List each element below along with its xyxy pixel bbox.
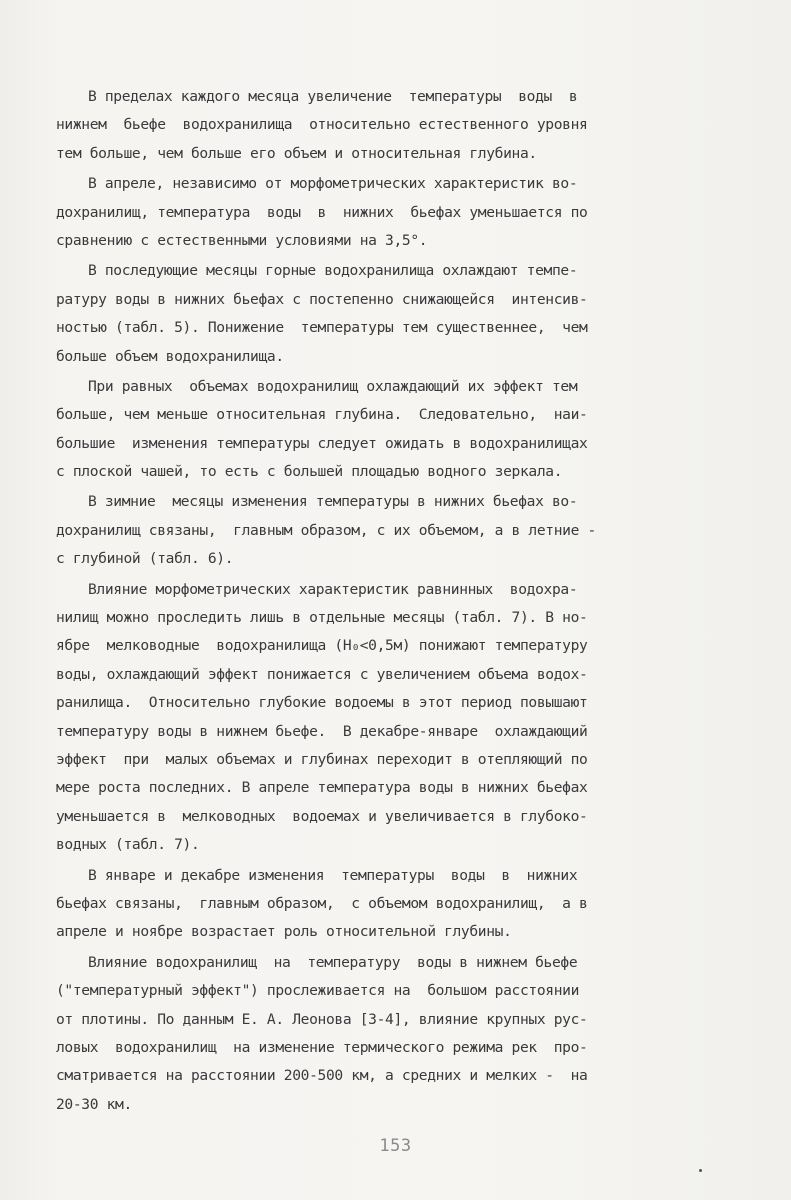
body-text: [56, 83, 744, 1121]
text-line: водных (табл. 7).: [56, 836, 200, 854]
text-line: При равных объемах водохранилищ охлаждающий их эффект тем: [88, 377, 578, 395]
text-line: эффект при малых объемах и глубинах переходит в отепляющий по: [56, 750, 588, 768]
text-line: сравнению с естественными условиями на 3,5°.: [56, 231, 428, 249]
paragraph: [56, 488, 744, 573]
text-line: с плоской чашей, то есть с большей площадью водного зеркала.: [56, 463, 563, 481]
text-line: нилищ можно проследить лишь в отдельные месяцы (табл. 7). В но-: [56, 609, 588, 627]
text-line: В зимние месяцы изменения температуры в нижних бьефах во-: [88, 493, 578, 511]
text-line: уменьшается в мелководных водоемах и увеличивается в глубоко-: [56, 807, 588, 825]
paragraph: [56, 576, 744, 860]
text-line: мере роста последних. В апреле температура воды в нижних бьефах: [56, 779, 588, 797]
text-line: с глубиной (табл. 6).: [56, 550, 234, 568]
text-line: апреле и ноябре возрастает роль относительной глубины.: [56, 923, 512, 941]
text-line: Влияние морфометрических характеристик равнинных водохра-: [88, 580, 578, 598]
paragraph: [56, 373, 744, 487]
text-line: от плотины. По данным Е. А. Леонова [3-4], влияние крупных рус-: [56, 1010, 588, 1028]
text-line: большие изменения температуры следует ожидать в водохранилищах: [56, 434, 588, 452]
text-line: Влияние водохранилищ на температуру воды в нижнем бьефе: [88, 953, 578, 971]
text-line: ("температурный эффект") прослеживается на большом расстоянии: [56, 982, 580, 1000]
text-line: нижнем бьефе водохранилища относительно естественного уровня: [56, 116, 588, 134]
paragraph: [56, 83, 744, 168]
text-line: бьефах связаны, главным образом, с объемом водохранилищ, а в: [56, 894, 588, 912]
text-line: В пределах каждого месяца увеличение температуры воды в: [88, 88, 578, 105]
text-line: воды, охлаждающий эффект понижается с увеличением объема водох-: [56, 665, 588, 683]
text-line: температуру воды в нижнем бьефе. В декабре-январе охлаждающий: [56, 722, 588, 740]
paragraph: [56, 170, 744, 255]
scan-speck: [699, 1169, 702, 1172]
text-line: дохранилищ связаны, главным образом, с их объемом, а в летние -: [56, 521, 596, 539]
text-line: больше, чем меньше относительная глубина. Следовательно, наи-: [56, 406, 588, 424]
text-line: тем больше, чем больше его объем и относительная глубина.: [56, 144, 537, 162]
text-line: сматривается на расстоянии 200-500 км, а средних и мелких - на: [56, 1067, 588, 1085]
paragraph: [56, 257, 744, 371]
text-line: дохранилищ, температура воды в нижних бьефах уменьшается по: [56, 203, 588, 221]
text-line: ловых водохранилищ на изменение термического режима рек про-: [56, 1038, 588, 1056]
paragraph: [56, 949, 744, 1119]
text-line: 20-30 км.: [56, 1095, 132, 1113]
text-line: В последующие месяцы горные водохранилища охлаждают темпе-: [88, 262, 578, 280]
text-line: ностью (табл. 5). Понижение температуры тем существеннее, чем: [56, 319, 588, 337]
text-line: ябре мелководные водохранилища (H₀<0,5м) понижают температуру: [56, 637, 588, 655]
text-line: ратуру воды в нижних бьефах с постепенно снижающейся интенсив-: [56, 290, 588, 308]
text-line: В январе и декабре изменения температуры воды в нижних: [88, 866, 578, 884]
text-line: больше объем водохранилища.: [56, 347, 284, 365]
text-line: ранилища. Относительно глубокие водоемы в этот период повышают: [56, 694, 588, 712]
paragraph: [56, 862, 744, 947]
text-line: В апреле, независимо от морфометрических характеристик во-: [88, 175, 578, 193]
page-number: 153: [379, 1136, 412, 1156]
